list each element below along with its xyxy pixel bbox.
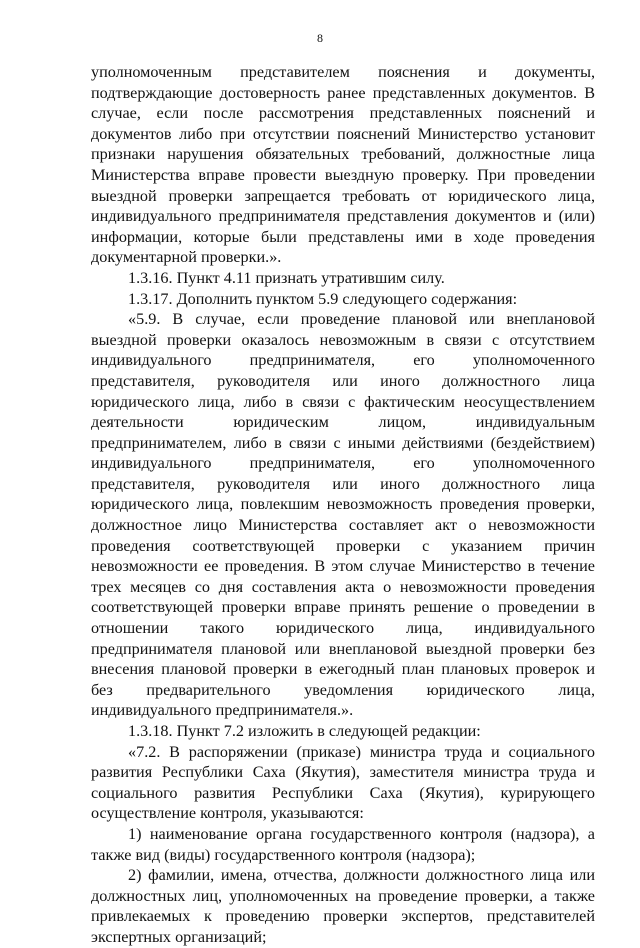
list-item-1: 1) наименование органа государственного контроля (надзора), а также вид (виды) государственного контроля (надзора); (91, 824, 595, 864)
paragraph-item-1-3-17: 1.3.17. Дополнить пунктом 5.9 следующего содержания: (128, 289, 518, 308)
paragraph-clause-7-2: «7.2. В распоряжении (приказе) министра труда и социального развития Республики Саха (Якутия), заместителя министра труда и социального развития Республики Саха (Якутия), курирующего осуществление контроля, указываются: (91, 742, 595, 823)
paragraph-continuation: уполномоченным представителем пояснения и документы, подтверждающие достоверность ранее представленных документов. В случае, если после рассмотрения представленных пояснений и документов либо при отсутствии пояснений Министерство установит признаки нарушения обязательных требований, должностные лица Министерства вправе провести выездную проверку. При проведении выездной проверки запрещается требовать от юридического лица, индивидуального предпринимателя представления документов и (или) информации, которые были представлены ими в ходе проведения документарной проверки.». (91, 63, 595, 267)
paragraph-item-1-3-16: 1.3.16. Пункт 4.11 признать утратившим силу. (128, 268, 445, 287)
page-number: 8 (317, 31, 323, 45)
list-item-2: 2) фамилии, имена, отчества, должности должностного лица или должностных лиц, уполномоченных на проведение проверки, а также привлекаемых к проведению проверки экспертов, представителей экспертных организаций; (91, 866, 595, 946)
paragraph-item-1-3-18: 1.3.18. Пункт 7.2 изложить в следующей редакции: (128, 722, 481, 740)
paragraph-clause-5-9: «5.9. В случае, если проведение плановой или внеплановой выездной проверки оказалось невозможным в связи с отсутствием индивидуального предпринимателя, его уполномоченного представителя, руководителя или иного должностного лица юридического лица, либо в связи с фактическим неосуществлением деятельности юридическим лицом, индивидуальным предпринимателем, либо в связи с иными действиями (бездействием) индивидуального предпринимателя, его уполномоченного представителя, руководителя или иного должностного лица юридического лица, повлекшим невозможность проведения проверки, должностное лицо Министерства составляет акт о невозможности проведения соответствующей проверки с указанием причин невозможности ее проведения. В этом случае Министерство в течение трех месяцев со дня составления акта о невозможности проведения соответствующей проверки вправе принять решение о проведении в отношении такого юридического лица, индивидуального предпринимателя плановой или внеплановой выездной проверки без внесения плановой проверки в ежегодный план плановых проверок и без предварительного уведомления юридического лица, индивидуального предпринимателя.». (91, 310, 595, 720)
document-body (91, 62, 595, 948)
